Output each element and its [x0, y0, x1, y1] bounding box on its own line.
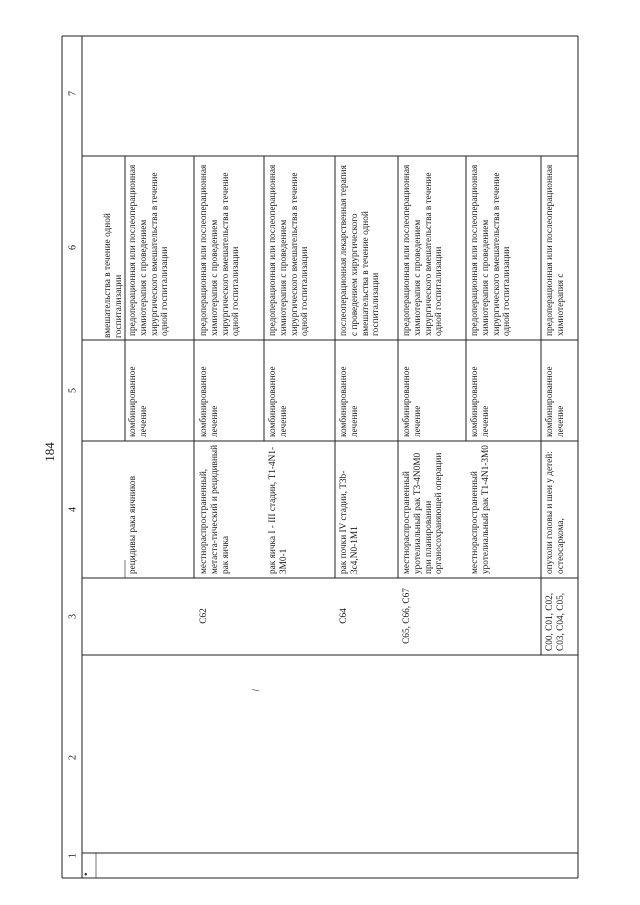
- row-6-disease: местнораспространенный уротелиальный рак T1-4N1-3M0: [470, 445, 491, 574]
- row-4-type: комбинированное лечение: [339, 366, 360, 437]
- row-0-method: вмешательства в течение одной госпитализации: [103, 213, 124, 338]
- scan-speck: •: [84, 870, 88, 881]
- column-number-1: 1: [67, 853, 79, 858]
- row-7-code: C00, C01, C02, C03, C04, C05,: [545, 592, 566, 651]
- column-number-7: 7: [67, 91, 79, 96]
- page-number: 184: [42, 442, 57, 462]
- row-5-method: предоперационная или послеоперационная химиотерапия с проведением хирургического вмешательства в течение одной госпитализации: [402, 164, 445, 336]
- column-number-5: 5: [67, 388, 79, 393]
- row-3-method: предоперационная или послеоперационная химиотерапия с проведением хирургического вмешательства в течение одной госпитализации: [268, 164, 311, 336]
- row-3-disease: рак яичка I - III стадии, T1-4N1-3M0-1: [268, 446, 289, 574]
- row-7-method: предоперационная или послеоперационная химиотерапия с: [545, 164, 566, 336]
- column-number-2: 2: [67, 755, 79, 760]
- row-1-method: предоперационная или послеоперационная химиотерапия с проведением хирургического вмешательства в течение одной госпитализации: [128, 164, 171, 336]
- row-1-disease: рецидивы рака яичников: [128, 476, 138, 574]
- row-7-type: комбинированное лечение: [545, 366, 566, 437]
- row-4-disease: рак почки IV стадии, T3b-3c4,N0-1M1: [339, 470, 360, 574]
- row-2-type: комбинированное лечение: [199, 366, 220, 437]
- row-2-code: C62: [199, 608, 209, 624]
- row-7-disease: опухоли головы и шеи у детей: остеосаркома,: [545, 451, 566, 574]
- column-number-4: 4: [67, 507, 79, 512]
- row-2-method: предоперационная или послеоперационная химиотерапия с проведением хирургического вмешательства в течение одной госпитализации: [199, 164, 242, 336]
- column-number-3: 3: [67, 614, 79, 619]
- row-1-type: комбинированное лечение: [128, 366, 149, 437]
- row-5-code: C65, C66, C67: [402, 588, 412, 644]
- column-number-6: 6: [67, 245, 79, 250]
- row-4-code: C64: [339, 608, 349, 624]
- scan-speck: \: [250, 686, 262, 695]
- row-6-type: комбинированное лечение: [470, 366, 491, 437]
- row-6-method: предоперационная или послеоперационная химиотерапия с проведением хирургического вмешательства в течение одной госпитализации: [470, 164, 513, 336]
- row-5-type: комбинированное лечение: [402, 366, 423, 437]
- row-2-disease: местнораспространенный, метаста-тический и рецидивный рак яичка: [199, 444, 231, 574]
- row-3-type: комбинированное лечение: [268, 366, 289, 437]
- row-5-disease: местнораспространенный уротелиальный рак T3-4N0M0 при планировании органосохраняющей операции: [402, 452, 445, 574]
- row-4-method: послеоперационная лекарственная терапия с проведением хирургического вмешательства в течение одной госпитализации: [339, 165, 382, 336]
